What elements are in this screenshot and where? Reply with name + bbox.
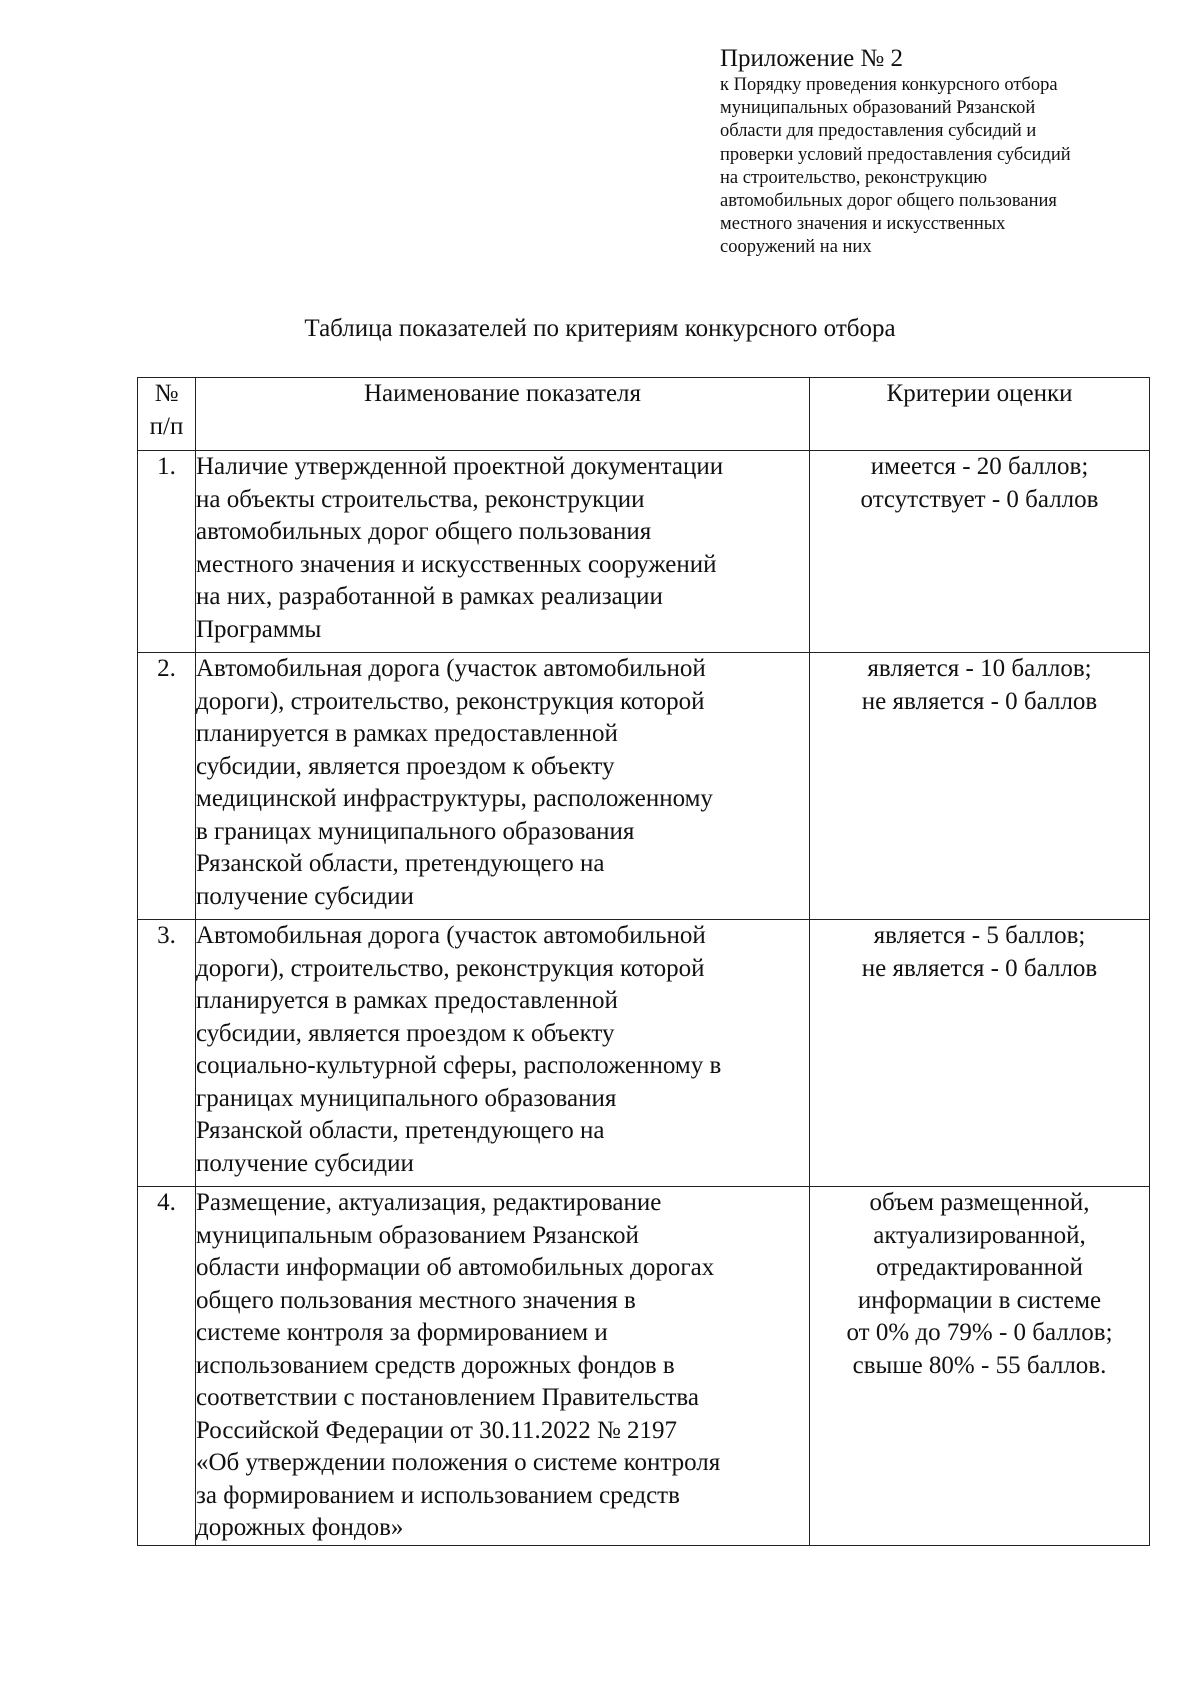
row-number: 4. <box>138 1187 196 1546</box>
text-line: от 0% до 79% - 0 баллов; <box>846 1319 1113 1346</box>
header-number <box>138 378 196 451</box>
header-number-line1: № <box>154 380 179 407</box>
text-line: автомобильных дорог общего пользования <box>196 518 652 545</box>
row-criteria <box>810 920 1150 1187</box>
header-indicator-name: Наименование показателя <box>196 378 810 451</box>
row-criteria <box>810 653 1150 920</box>
row-indicator-name <box>196 451 810 653</box>
appendix-line: сооружений на них <box>720 237 872 258</box>
text-line: границах муниципального образования <box>196 1084 617 1112</box>
appendix-title: Приложение № 2 <box>720 45 904 72</box>
text-line: актуализированной, <box>873 1221 1086 1249</box>
text-line: планируется в рамках предоставленной <box>196 987 618 1014</box>
text-line: в границах муниципального образования <box>196 817 635 845</box>
text-line: получение субсидии <box>196 1149 414 1177</box>
text-line: является - 5 баллов; <box>873 922 1086 949</box>
text-line: социально-культурной сферы, расположенному в <box>196 1052 722 1079</box>
text-line: общего пользования местного значения в <box>196 1286 636 1314</box>
text-line: субсидии, является проездом к объекту <box>196 752 615 780</box>
appendix-line: на строительство, реконструкцию <box>720 167 988 188</box>
row-indicator-name <box>196 1187 810 1546</box>
row-criteria <box>810 1187 1150 1546</box>
row-number: 2. <box>138 653 196 920</box>
text-line: свыше 80% - 55 баллов. <box>852 1351 1107 1379</box>
table-row <box>138 920 1150 1187</box>
text-line: Размещение, актуализация, редактирование <box>196 1189 662 1216</box>
text-line: не является - 0 баллов <box>861 954 1098 982</box>
criteria-table <box>137 377 1150 1546</box>
text-line: соответствии с постановлением Правительства <box>196 1384 699 1411</box>
text-line: Программы <box>196 615 322 643</box>
appendix-line: к Порядку проведения конкурсного отбора <box>720 75 1058 95</box>
text-line: отсутствует - 0 баллов <box>860 485 1099 513</box>
appendix-line: муниципальных образований Рязанской <box>720 98 1036 119</box>
text-line: Автомобильная дорога (участок автомобильной <box>196 655 706 682</box>
text-line: Автомобильная дорога (участок автомобильной <box>196 922 706 949</box>
row-number: 3. <box>138 920 196 1187</box>
text-line: субсидии, является проездом к объекту <box>196 1019 615 1047</box>
appendix-line: проверки условий предоставления субсидий <box>720 144 1071 165</box>
text-line: дороги), строительство, реконструкция которой <box>196 687 705 715</box>
row-number: 1. <box>138 451 196 653</box>
appendix-block <box>720 44 1160 260</box>
text-line: дорожных фондов» <box>196 1514 404 1541</box>
text-line: дороги), строительство, реконструкция которой <box>196 954 705 982</box>
text-line: планируется в рамках предоставленной <box>196 720 618 747</box>
text-line: объем размещенной, <box>869 1189 1090 1216</box>
appendix-line: области для предоставления субсидий и <box>720 121 1037 142</box>
header-number-line2: п/п <box>149 412 184 440</box>
text-line: отредактированной <box>876 1254 1083 1281</box>
text-line: Наличие утвержденной проектной документации <box>196 453 724 480</box>
appendix-line: автомобильных дорог общего пользования <box>720 191 1057 212</box>
text-line: Российской Федерации от 30.11.2022 № 2197 <box>196 1416 678 1444</box>
table-row <box>138 1187 1150 1546</box>
text-line: области информации об автомобильных дорогах <box>196 1254 715 1281</box>
table-row <box>138 653 1150 920</box>
text-line: медицинской инфраструктуры, расположенному <box>196 785 713 812</box>
header-criteria: Критерии оценки <box>810 378 1150 451</box>
table-title: Таблица показателей по критериям конкурсного отбора <box>304 315 896 342</box>
row-criteria <box>810 451 1150 653</box>
text-line: является - 10 баллов; <box>867 655 1092 682</box>
row-indicator-name <box>196 920 810 1187</box>
text-line: имеется - 20 баллов; <box>870 453 1089 480</box>
text-line: «Об утверждении положения о системе контроля <box>196 1449 721 1476</box>
text-line: Рязанской области, претендующего на <box>196 1117 605 1144</box>
appendix-line: местного значения и искусственных <box>720 214 1006 235</box>
table-header-row <box>138 378 1150 451</box>
text-line: использованием средств дорожных фондов в <box>196 1351 675 1379</box>
row-indicator-name <box>196 653 810 920</box>
text-line: получение субсидии <box>196 882 414 910</box>
text-line: на объекты строительства, реконструкции <box>196 485 645 513</box>
text-line: информации в системе <box>857 1286 1102 1314</box>
text-line: муниципальным образованием Рязанской <box>196 1221 639 1249</box>
text-line: местного значения и искусственных сооружений <box>196 550 717 578</box>
text-line: Рязанской области, претендующего на <box>196 850 605 877</box>
text-line: за формированием и использованием средств <box>196 1481 680 1509</box>
text-line: на них, разработанной в рамках реализации <box>196 583 663 610</box>
table-row <box>138 451 1150 653</box>
text-line: не является - 0 баллов <box>861 687 1098 715</box>
text-line: системе контроля за формированием и <box>196 1319 608 1346</box>
